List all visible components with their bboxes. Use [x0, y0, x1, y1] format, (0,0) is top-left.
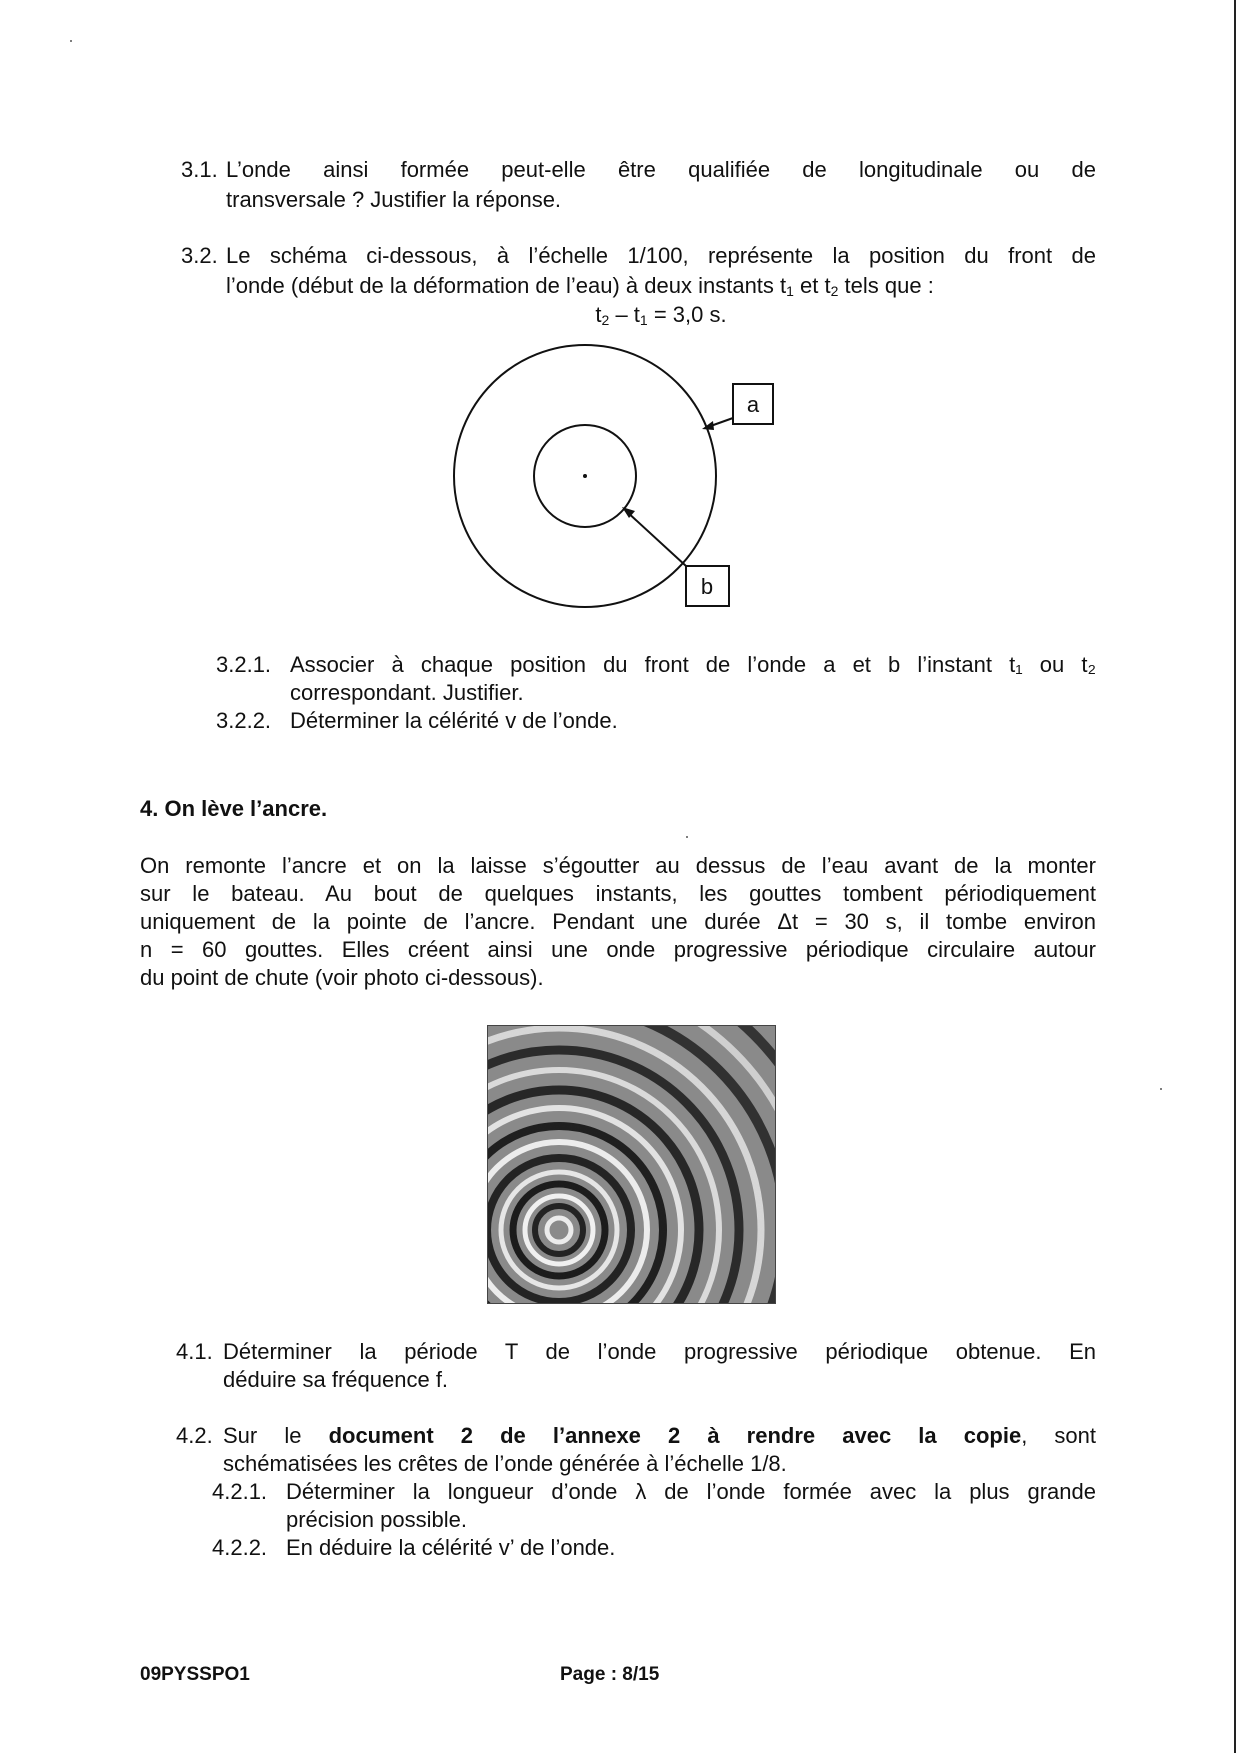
section-4-para-line5: du point de chute (voir photo ci-dessous).: [140, 965, 544, 990]
question-number-3-2: 3.2.: [181, 243, 218, 268]
section-4-heading: 4. On lève l’ancre.: [140, 796, 328, 821]
wavefront-diagram: [440, 330, 800, 630]
label-a: a: [746, 392, 760, 417]
question-4-2-line1: Sur le document 2 de l’annexe 2 à rendre avec la copie, sont: [223, 1423, 1096, 1448]
question-4-2-1-line2: précision possible.: [286, 1507, 467, 1532]
question-number-4-2-1: 4.2.1.: [212, 1479, 268, 1504]
question-number-4-2: 4.2.: [176, 1423, 213, 1448]
section-4-para-line2: sur le bateau. Au bout de quelques instants, les gouttes tombent périodiquement: [140, 881, 1096, 906]
section-4-para-line3: uniquement de la pointe de l’ancre. Pendant une durée Δt = 30 s, il tombe environ: [140, 909, 1096, 934]
question-4-1-line2: déduire sa fréquence f.: [223, 1367, 449, 1392]
scan-speck: [1160, 1088, 1162, 1090]
label-b: b: [700, 574, 714, 599]
scan-speck: [70, 40, 72, 42]
question-4-2-line2: schématisées les crêtes de l’onde générée à l’échelle 1/8.: [223, 1451, 787, 1476]
question-4-2-1-line1: Déterminer la longueur d’onde λ de l’onde formée avec la plus grande: [286, 1479, 1096, 1504]
question-3-2-1-line2: correspondant. Justifier.: [290, 680, 524, 705]
question-3-2-2-text: Déterminer la célérité v de l’onde.: [290, 708, 618, 733]
question-3-1-line2: transversale ? Justifier la réponse.: [226, 187, 562, 212]
formula-delta-t: $t_2 - t_1 = 3,0$ s.: [595, 302, 727, 328]
question-3-2-1-line1: Associer à chaque position du front de l’onde a et b l’instant t₁ ou t₂: [290, 652, 1096, 677]
question-number-3-2-1: 3.2.1.: [216, 652, 272, 677]
section-4-para-line1: On remonte l’ancre et on la laisse s’égoutter au dessus de l’eau avant de la monter: [140, 853, 1096, 878]
question-number-3-2-2: 3.2.2.: [216, 708, 272, 733]
section-4-para-line4: n = 60 gouttes. Elles créent ainsi une onde progressive périodique circulaire autour: [140, 937, 1096, 962]
question-3-2-line2: l’onde (début de la déformation de l’eau) à deux instants $t_1$ et $t_2$ tels que :: [226, 273, 934, 299]
drop-point-dot: [583, 474, 587, 478]
footer-code: 09PYSSPO1: [140, 1664, 250, 1685]
ripple-photo: [487, 1025, 776, 1304]
question-4-1-line1: Déterminer la période T de l’onde progressive périodique obtenue. En: [223, 1339, 1096, 1364]
question-number-4-2-2: 4.2.2.: [212, 1535, 268, 1560]
question-number-4-1: 4.1.: [176, 1339, 213, 1364]
question-number-3-1: 3.1.: [181, 157, 218, 182]
scan-edge-line: [1234, 0, 1236, 1753]
question-4-2-2-text: En déduire la célérité v’ de l’onde.: [286, 1535, 616, 1560]
arrow-b-line: [625, 510, 686, 566]
scan-speck: [686, 836, 688, 838]
question-3-2-line1: Le schéma ci-dessous, à l’échelle 1/100, représente la position du front de: [226, 243, 1096, 268]
question-3-1-line1: L’onde ainsi formée peut-elle être qualifiée de longitudinale ou de: [226, 157, 1096, 182]
footer-page-number: Page : 8/15: [560, 1664, 660, 1685]
